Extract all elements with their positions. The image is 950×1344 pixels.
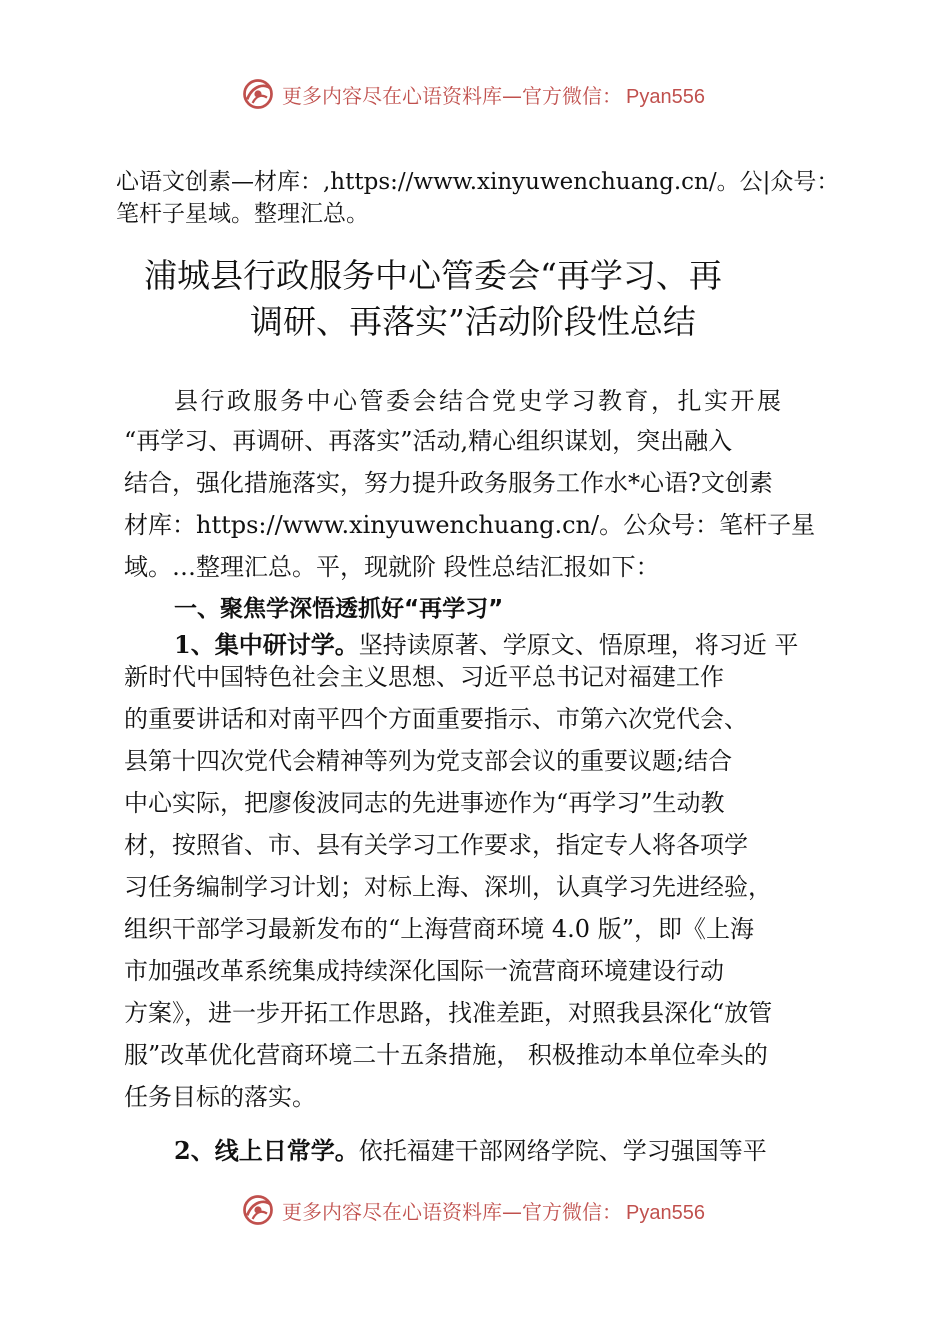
item-2-first-line: 2、线上日常学。依托福建干部网络学院、学习强国等平 [174, 1136, 767, 1165]
paragraph-line: 市加强改革系统集成持续深化国际一流营商环境建设行动 [124, 957, 724, 985]
wechat-id: Pyan556 [626, 85, 705, 108]
paragraph-line: 组织干部学习最新发布的“上海营商环境 4.0 版”，即《上海 [124, 915, 754, 943]
paragraph-line: 县第十四次党代会精神等列为党支部会议的重要议题;结合 [124, 747, 733, 775]
paragraph-line: 中心实际，把廖俊波同志的先进事迹作为“再学习”生动教 [124, 789, 725, 817]
paragraph-line: 新时代中国特色社会主义思想、习近平总书记对福建工作 [124, 663, 724, 691]
footer-banner [240, 1190, 705, 1230]
source-note-line-2: 笔杆子星域。整理汇总。 [116, 201, 369, 227]
paragraph-line: “再学习、再调研、再落实”活动,精心组织谋划，突出融入 [124, 427, 733, 455]
brush-swirl-logo-icon [240, 1192, 276, 1228]
paragraph-line: 习任务编制学习计划；对标上海、深圳，认真学习先进经验， [124, 873, 772, 901]
paragraph-line: 结合，强化措施落实，努力提升政务服务工作水*心语?文创素 [124, 469, 773, 497]
paragraph-line: 域。…整理汇总。平，现就阶 段性总结汇报如下： [124, 553, 660, 581]
wechat-id: Pyan556 [626, 1201, 705, 1224]
item-2-lead: 2、线上日常学。 [174, 1136, 359, 1165]
banner-text: 更多内容尽在心语资料库—官方微信： Pyan556 [282, 1199, 705, 1224]
paragraph-line: 材库：https://www.xinyuwenchuang.cn/。公众号：笔杆子星 [124, 511, 816, 539]
paragraph-line: 方案》，进一步开拓工作思路，找准差距，对照我县深化“放管 [124, 999, 773, 1027]
paragraph-line: 材，按照省、市、县有关学习工作要求，指定专人将各项学 [124, 831, 748, 859]
item-1-lead: 1、集中研讨学。 [174, 630, 359, 659]
document-title-line-2: 调研、再落实”活动阶段性总结 [250, 302, 696, 341]
item-1-first-line: 1、集中研讨学。坚持读原著、学原文、悟原理，将习近 平 [174, 630, 799, 659]
paragraph-line: 服”改革优化营商环境二十五条措施， 积极推动本单位牵头的 [124, 1041, 768, 1069]
paragraph-line: 任务目标的落实。 [124, 1083, 316, 1111]
brush-swirl-logo-icon [240, 76, 276, 112]
paragraph-line: 县行政服务中心管委会结合党史学习教育，扎实开展 [174, 387, 784, 415]
header-banner [240, 74, 705, 114]
section-heading: 一、聚焦学深悟透抓好“再学习” [174, 596, 504, 622]
source-note [116, 166, 896, 230]
paragraph-line: 的重要讲话和对南平四个方面重要指示、市第六次党代会、 [124, 705, 748, 733]
banner-text: 更多内容尽在心语资料库—官方微信： Pyan556 [282, 83, 705, 108]
document-title-line-1: 浦城县行政服务中心管委会“再学习、再 [144, 256, 722, 295]
source-note-line-1: 心语文创素—材库：,https://www.xinyuwenchuang.cn/。公|众号： [116, 169, 840, 195]
